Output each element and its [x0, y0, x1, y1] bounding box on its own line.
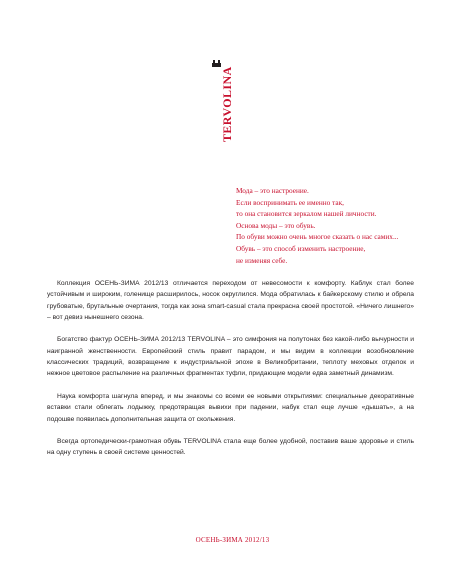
- paragraph: Всегда ортопедически-грамотная обувь TERVOLINA стала еще более удобной, поставив ваше здоровье и стиль на одну ступень в своей системе ценностей.: [47, 438, 414, 457]
- quote-line: По обуви можно очень многое сказать о нас самих...: [236, 232, 399, 242]
- paragraph: Богатство фактур ОСЕНЬ-ЗИМА 2012/13 TERVOLINA – это симфония на полутонах без какой-либо вычурности и наигранной женственности. Европейский стиль правит парадом, и мы видим в коллекции возобновление классических традиций, возвращение к индустриальной эпохе в Великобритании, теплоту меховых отделок и нежное цветовое распыление на различных фрагментах туфли, придающие модели едва заметный динамизм.: [47, 336, 414, 378]
- brand-logo-text: TERVOLINA: [220, 66, 234, 142]
- quote-line: Мода – это настроение.: [236, 186, 309, 195]
- quote-line: Если воспринимать ее именно так,: [236, 197, 344, 207]
- page-footer: ОСЕНЬ-ЗИМА 2012/13: [195, 536, 270, 544]
- quote-line: не изменяя себе.: [236, 255, 288, 265]
- quote-line: Основа моды – это обувь.: [236, 220, 316, 230]
- paragraph: Коллекция ОСЕНЬ-ЗИМА 2012/13 отличается переходом от невесомости к комфорту. Каблук стал более устойчивым и широким, голенище расширилось, носок округлился. Мода обратилась к байкерскому стилю и обрела грубоватые, брутальные очертания, тогда как зона smart-casual стала прекрасна своей простотой. «Ничего лишнего» – вот девиз нынешнего сезона.: [47, 280, 414, 321]
- quote-line: Обувь – это способ изменить настроение,: [236, 243, 366, 253]
- quote-line: то она становится зеркалом нашей личности.: [236, 209, 377, 219]
- paragraph: Наука комфорта шагнула вперед, и мы знакомы со всеми ее новыми открытиями: специальные декоративные вставки стали облегать лодыжку, предотвращая вывихи при падении, набук стал еще лучше «дышать», а на подошве появилась дополнительная защита от скольжения.: [47, 392, 414, 423]
- body-text: [47, 278, 414, 470]
- epigraph-quote: [236, 185, 456, 266]
